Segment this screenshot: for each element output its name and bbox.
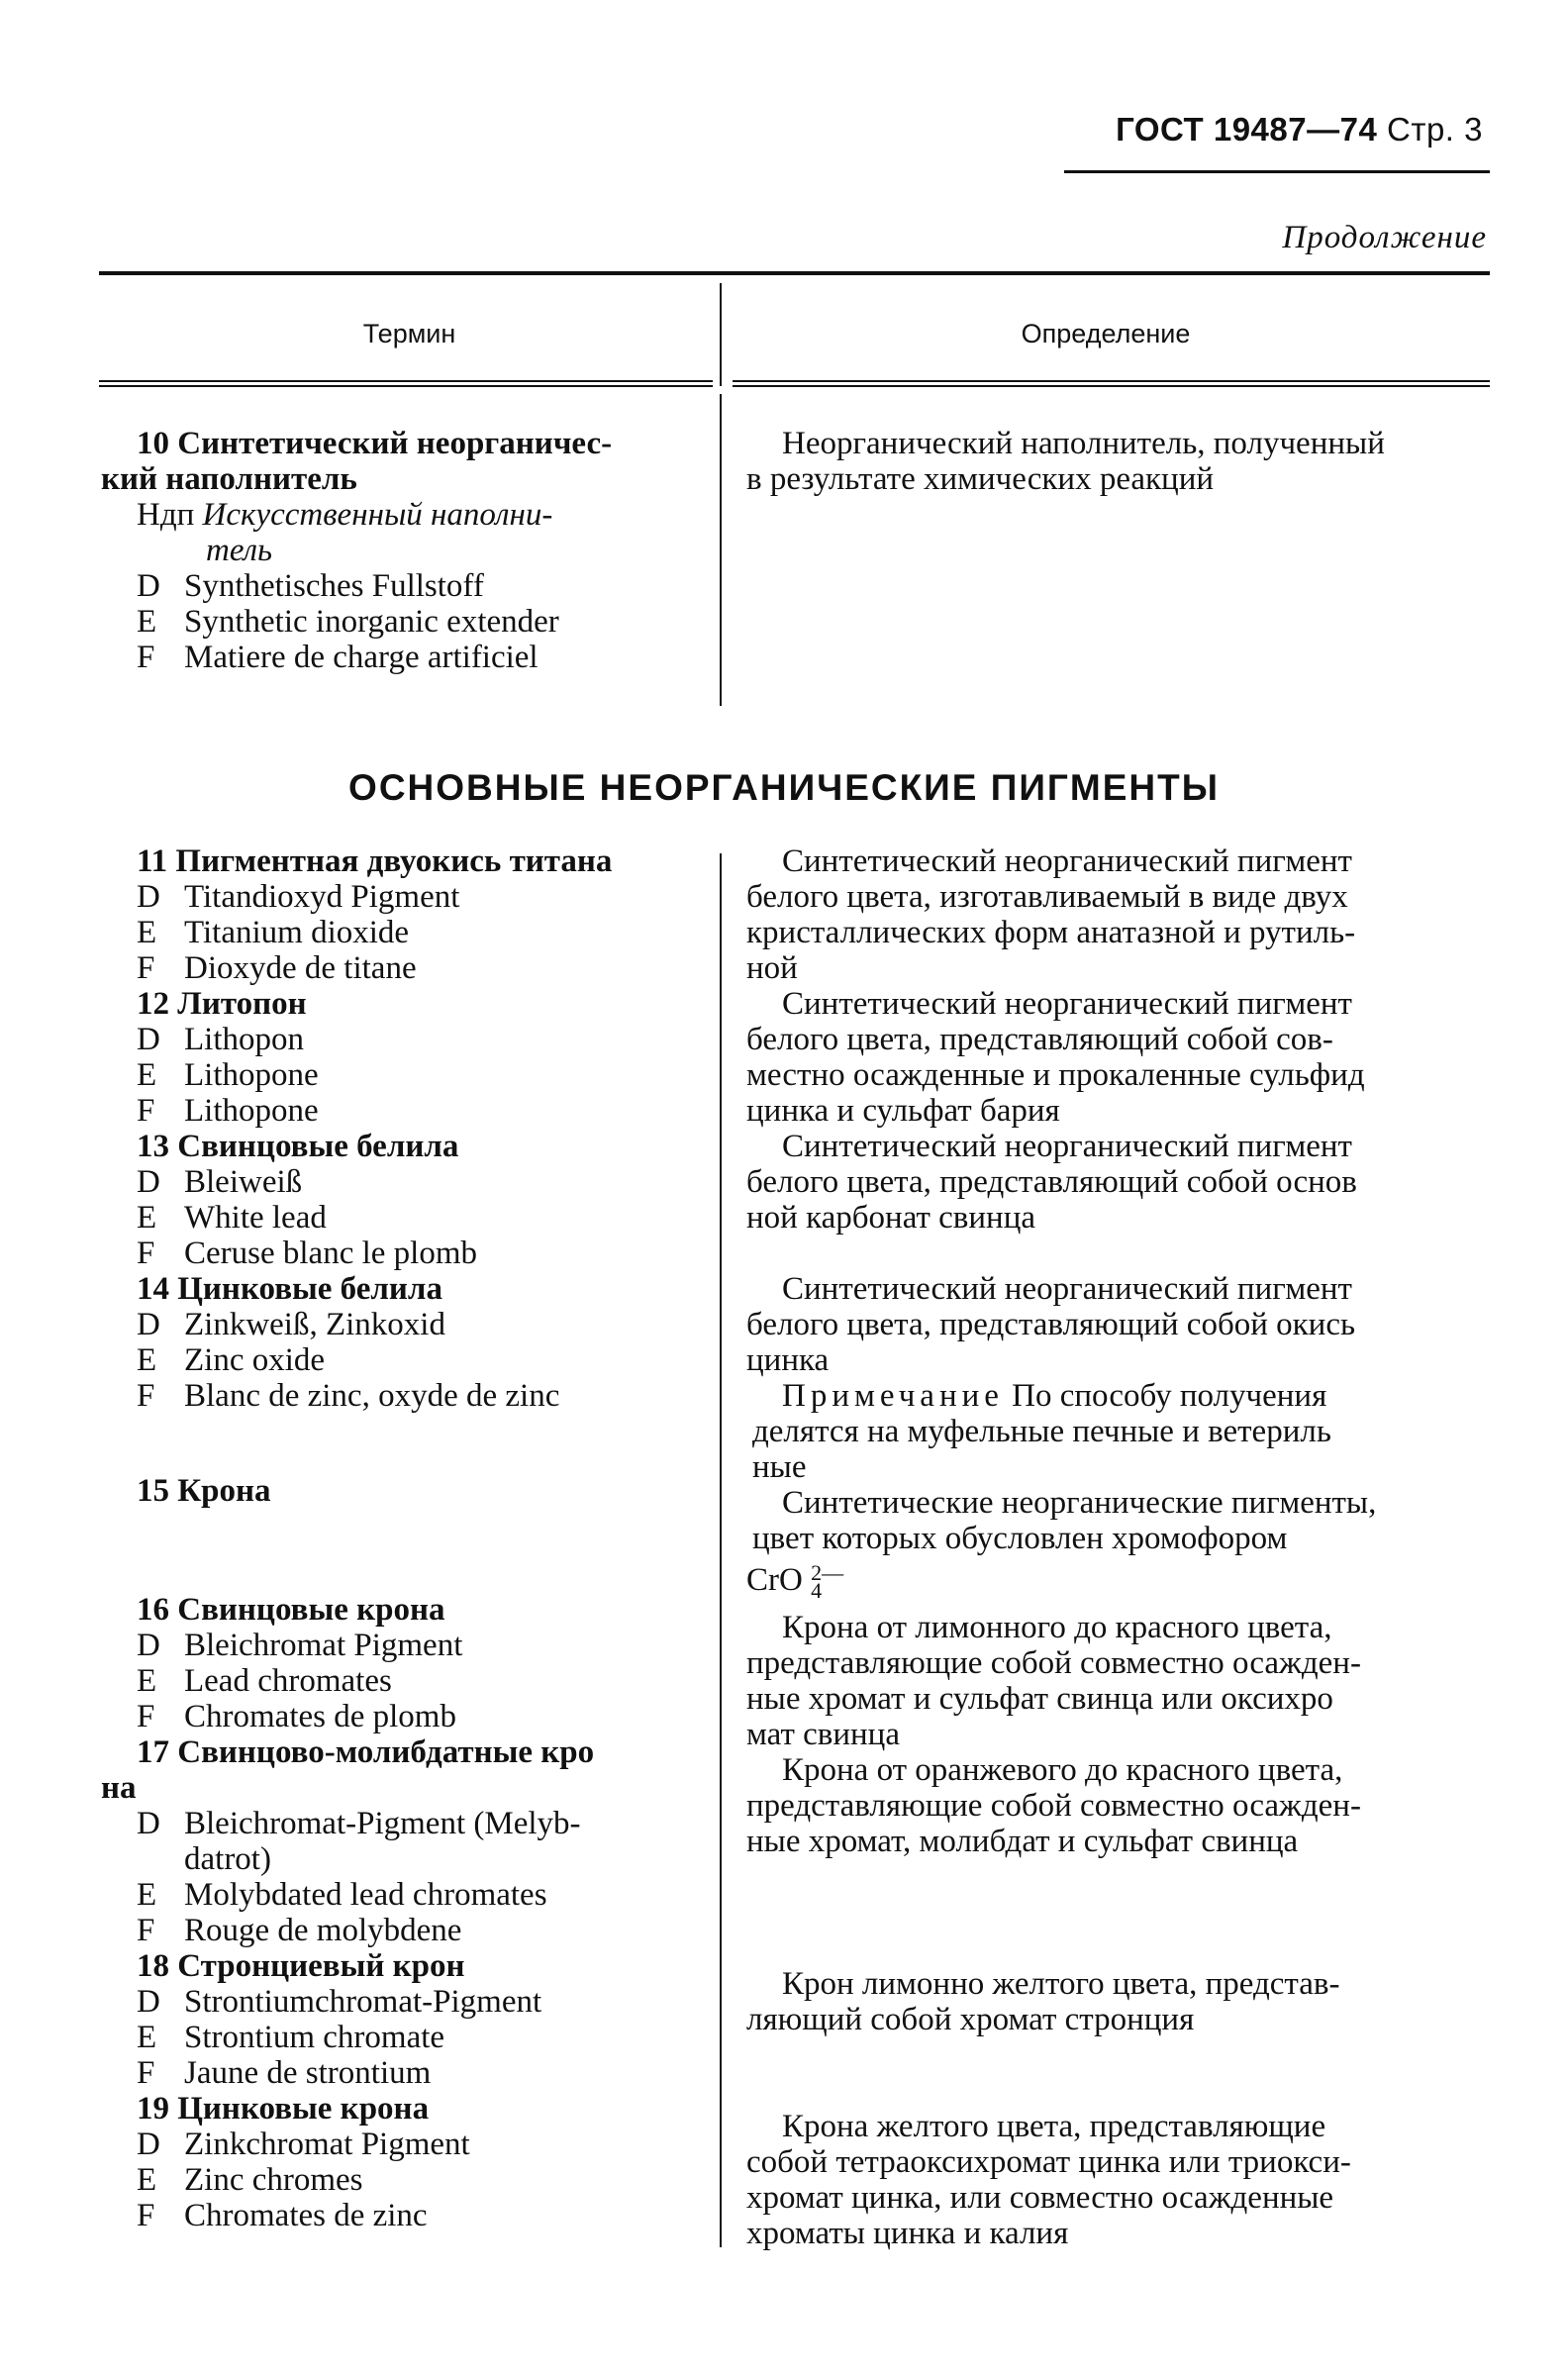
term-title: 14 Цинковые белила [137, 1271, 442, 1307]
definitions-column [746, 843, 1489, 2251]
definition-line: белого цвета, представляющий собой окись [746, 1307, 1356, 1342]
definition-line: цинка [746, 1342, 830, 1378]
term-text: Zinc chromes [184, 2162, 363, 2198]
term-text: Dioxyde de titane [184, 950, 417, 986]
definition-line: цвет которых обусловлен хромофором [752, 1521, 1288, 1556]
definition-line: Крон лимонно желтого цвета, представ- [782, 1966, 1340, 2002]
definition-line: хромат цинка, или совместно осажденные [746, 2180, 1334, 2216]
definition-line: собой тетраоксихромат цинка или триокси- [746, 2144, 1351, 2180]
term-title: 19 Цинковые крона [137, 2091, 430, 2127]
term-de [101, 1307, 695, 1342]
term-fr [101, 1699, 695, 1734]
term-de [101, 568, 685, 604]
term-text: Ceruse blanc le plomb [184, 1236, 478, 1271]
term-text: Blanc de zinc, oxyde de zinc [184, 1378, 560, 1414]
term-title: 13 Свинцовые белила [137, 1129, 459, 1164]
lang-code: F [137, 2055, 155, 2091]
definition-line: Крона от оранжевого до красного цвета, [782, 1752, 1343, 1788]
lang-code: E [137, 1200, 157, 1236]
definition-line: хроматы цинка и калия [746, 2216, 1069, 2251]
term-fr [101, 2198, 695, 2233]
term-text: Chromates de zinc [184, 2198, 428, 2233]
lang-code: D [137, 2127, 160, 2162]
term-en [101, 604, 685, 640]
term-text: Rouge de molybdene [184, 1913, 462, 1948]
lang-code: F [137, 2198, 155, 2233]
lang-code: D [137, 1022, 160, 1057]
formula-indices [811, 1560, 844, 1604]
term-title: 12 Литопон [137, 986, 307, 1022]
term-de [101, 2127, 695, 2162]
term-title: 10 Синтетический неорганичес- [137, 426, 613, 461]
definition-line: цинка и сульфат бария [746, 1093, 1060, 1129]
column-header-definition: Определение [1021, 319, 1191, 348]
column-header-term: Термин [362, 319, 456, 348]
term-de [101, 1806, 695, 1841]
term-text: Synthetic inorganic extender [184, 604, 559, 640]
definition-line: Неорганический наполнитель, полученный [782, 426, 1385, 461]
term-text: Bleichromat-Pigment (Melyb- [184, 1806, 581, 1841]
header-rule [1064, 170, 1490, 173]
term-title-cont: кий наполнитель [101, 461, 357, 497]
header-double-rule-right [733, 380, 1490, 387]
definition-line: Крона желтого цвета, представляющие [782, 2109, 1326, 2144]
definition-line: в результате химических реакций [746, 461, 1215, 497]
definition-line: кристаллических форм анатазной и рутиль- [746, 915, 1356, 950]
term-text-cont: datrot) [184, 1841, 271, 1877]
term-fr [101, 1378, 695, 1414]
definition-line: представляющие собой совместно осажден- [746, 1788, 1361, 1824]
term-text: Zinkweiß, Zinkoxid [184, 1307, 445, 1342]
term-de [101, 1628, 695, 1663]
definition-line: белого цвета, представляющий собой сов- [746, 1022, 1333, 1057]
term-text: Molybdated lead chromates [184, 1877, 547, 1913]
term-fr [101, 950, 695, 986]
lang-code: E [137, 1663, 157, 1699]
lang-code: E [137, 915, 157, 950]
lang-code: E [137, 1057, 157, 1093]
term-fr [101, 1236, 695, 1271]
lang-code: F [137, 1699, 155, 1734]
term-text: Lead chromates [184, 1663, 392, 1699]
section-title: ОСНОВНЫЕ НЕОРГАНИЧЕСКИЕ ПИГМЕНТЫ [348, 767, 1220, 808]
spacer [746, 1859, 1489, 1966]
spacer [101, 1509, 695, 1592]
definition-entry-10 [746, 426, 1489, 497]
term-title: 18 Стронциевый крон [137, 1948, 465, 1984]
lang-code: D [137, 1806, 160, 1841]
header-double-rule-left [99, 380, 713, 387]
term-de [101, 1022, 695, 1057]
term-title-cont: на [101, 1770, 137, 1806]
ndp-prefix: Ндп [137, 497, 195, 533]
term-de [101, 1164, 695, 1200]
ndp-line [101, 497, 685, 533]
continuation-label: Продолжение [1282, 220, 1487, 255]
lang-code: F [137, 1913, 155, 1948]
definition-line: Синтетический неорганический пигмент [782, 1129, 1352, 1164]
note-text: делятся на муфельные печные и ветериль [752, 1414, 1331, 1449]
term-fr [101, 1913, 695, 1948]
term-text: Synthetisches Fullstoff [184, 568, 484, 604]
term-text: White lead [184, 1200, 327, 1236]
lang-code: D [137, 1628, 160, 1663]
page-number: Стр. 3 [1387, 111, 1483, 148]
definition-line: Синтетический неорганический пигмент [782, 986, 1352, 1022]
definition-line: ной [746, 950, 798, 986]
lang-code: D [137, 568, 160, 604]
definition-line: Крона от лимонного до красного цвета, [782, 1610, 1332, 1645]
term-text: Jaune de strontium [184, 2055, 432, 2091]
lang-code: F [137, 1093, 155, 1129]
spacer [746, 2037, 1489, 2109]
lang-code: E [137, 1342, 157, 1378]
lang-code: E [137, 2162, 157, 2198]
note-text: ные [752, 1449, 807, 1485]
term-en [101, 1342, 695, 1378]
definition-line: представляющие собой совместно осажден- [746, 1645, 1361, 1681]
term-text: Lithopone [184, 1057, 319, 1093]
note-text: По способу получения [1012, 1378, 1327, 1414]
note-label: Примечание [782, 1378, 1004, 1414]
definition-line: Синтетический неорганический пигмент [782, 1271, 1352, 1307]
spacer [746, 1236, 1489, 1271]
lang-code: D [137, 1984, 160, 2020]
lang-code: F [137, 950, 155, 986]
term-en [101, 1877, 695, 1913]
term-en [101, 1057, 695, 1093]
lang-code: E [137, 1877, 157, 1913]
definition-line: Синтетические неорганические пигменты, [782, 1485, 1377, 1521]
term-text: Titanium dioxide [184, 915, 410, 950]
lang-code: F [137, 1236, 155, 1271]
term-title: 16 Свинцовые крона [137, 1592, 445, 1628]
term-entry-10 [101, 426, 685, 675]
spacer [101, 1414, 695, 1473]
term-de [101, 879, 695, 915]
terms-column [101, 843, 695, 2233]
definition-line: местно осажденные и прокаленные сульфид [746, 1057, 1365, 1093]
term-en [101, 1200, 695, 1236]
term-title: 15 Крона [137, 1473, 271, 1509]
standard-number: ГОСТ 19487—74 [1116, 111, 1378, 148]
lang-code: F [137, 640, 155, 675]
term-text: Zinc oxide [184, 1342, 326, 1378]
term-fr [101, 640, 685, 675]
page-header [1116, 111, 1483, 148]
term-text: Bleichromat Pigment [184, 1628, 463, 1663]
definition-line: ляющий собой хромат стронция [746, 2002, 1195, 2037]
definition-line: белого цвета, изготавливаемый в виде двух [746, 879, 1348, 915]
lang-code: D [137, 879, 160, 915]
table-top-rule [99, 271, 1490, 275]
column-divider-entry10 [720, 394, 722, 706]
lang-code: D [137, 1164, 160, 1200]
note-line [746, 1378, 1489, 1414]
term-text: Matiere de charge artificiel [184, 640, 539, 675]
term-en [101, 915, 695, 950]
definition-line: Синтетический неорганический пигмент [782, 843, 1352, 879]
lang-code: F [137, 1378, 155, 1414]
term-text: Strontiumchromat-Pigment [184, 1984, 542, 2020]
column-divider-main [720, 853, 722, 2247]
formula-charge: 2— [811, 1560, 844, 1586]
formula-base: CrO [746, 1562, 803, 1598]
definition-line: ные хромат, молибдат и сульфат свинца [746, 1824, 1299, 1859]
term-text: Lithopone [184, 1093, 319, 1129]
term-text: Bleiweiß [184, 1164, 303, 1200]
term-title: 17 Свинцово-молибдатные кро [137, 1734, 595, 1770]
definition-line: ной карбонат свинца [746, 1200, 1036, 1236]
lang-code: E [137, 604, 157, 640]
term-text: Chromates de plomb [184, 1699, 456, 1734]
term-de [101, 1984, 695, 2020]
ndp-term: Искусственный наполни- [202, 497, 553, 533]
term-fr [101, 2055, 695, 2091]
ndp-term-cont: тель [206, 533, 273, 568]
term-en [101, 2162, 695, 2198]
definition-line: белого цвета, представляющий собой основ [746, 1164, 1357, 1200]
term-text: Lithopon [184, 1022, 304, 1057]
chromophore-formula [746, 1556, 1489, 1610]
term-text: Zinkchromat Pigment [184, 2127, 470, 2162]
term-text: Titandioxyd Pigment [184, 879, 460, 915]
definition-line: ные хромат и сульфат свинца или оксихро [746, 1681, 1333, 1717]
term-en [101, 1663, 695, 1699]
term-fr [101, 1093, 695, 1129]
term-en [101, 2020, 695, 2055]
lang-code: E [137, 2020, 157, 2055]
term-text: Strontium chromate [184, 2020, 445, 2055]
definition-line: мат свинца [746, 1717, 900, 1752]
term-title: 11 Пигментная двуокись титана [137, 843, 613, 879]
formula-subscript: 4 [811, 1578, 823, 1604]
lang-code: D [137, 1307, 160, 1342]
